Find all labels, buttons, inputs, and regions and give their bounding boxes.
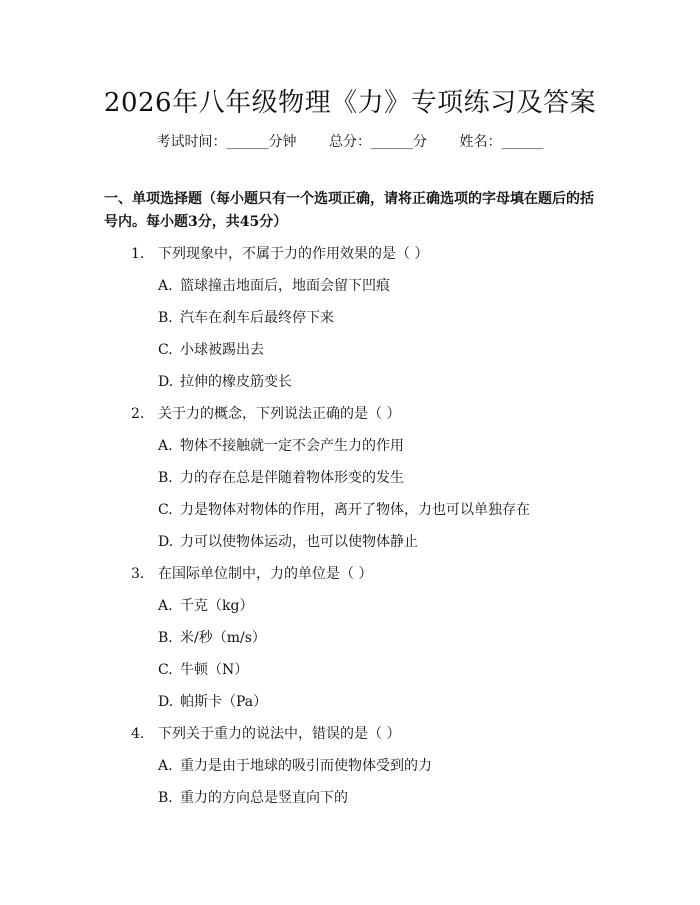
option-letter: D.	[158, 374, 174, 390]
option-letter: C.	[158, 342, 173, 358]
option-letter: D.	[158, 534, 174, 550]
option-text: 重力的方向总是竖直向下的	[180, 790, 348, 806]
option-2a	[158, 435, 404, 455]
section-heading: 一、单项选择题（每小题只有一个选项正确，请将正确选项的字母填在题后的括号内。每小题3分，共45分）	[104, 191, 594, 230]
question-stem: 下列现象中，不属于力的作用效果的是（ ）	[158, 246, 429, 262]
option-letter: C.	[158, 502, 173, 518]
question-stem: 下列关于重力的说法中，错误的是（ ）	[158, 726, 401, 742]
option-letter: D.	[158, 694, 174, 710]
option-text: 重力是由于地球的吸引而使物体受到的力	[180, 758, 432, 774]
question-number: 1.	[131, 246, 145, 262]
option-1d	[158, 371, 292, 391]
student-name-field: 姓名：______	[459, 134, 544, 150]
option-text: 小球被踢出去	[180, 342, 264, 358]
question-stem: 在国际单位制中，力的单位是（ ）	[158, 566, 373, 582]
option-text: 米/秒（m/s）	[180, 630, 266, 646]
option-letter: B.	[158, 470, 173, 486]
total-score-field: 总分：______分	[329, 134, 427, 150]
option-text: 物体不接触就一定不会产生力的作用	[180, 438, 404, 454]
question-number: 2.	[131, 406, 145, 422]
question-4	[131, 723, 400, 743]
option-2b	[158, 467, 404, 487]
question-number: 4.	[131, 726, 145, 742]
question-2	[131, 403, 400, 423]
option-3a	[158, 595, 253, 615]
option-1b	[158, 307, 334, 327]
option-letter: A.	[158, 278, 173, 294]
option-text: 汽车在刹车后最终停下来	[180, 310, 334, 326]
option-3b	[158, 627, 266, 647]
option-letter: A.	[158, 758, 173, 774]
option-4a	[158, 755, 432, 775]
option-1a	[158, 275, 390, 295]
exam-meta	[0, 131, 700, 151]
option-text: 篮球撞击地面后，地面会留下凹痕	[180, 278, 390, 294]
option-letter: A.	[158, 438, 173, 454]
option-4b	[158, 787, 348, 807]
option-letter: A.	[158, 598, 173, 614]
option-3d	[158, 691, 267, 711]
option-text: 牛顿（N）	[180, 662, 249, 678]
option-text: 帕斯卡（Pa）	[180, 694, 268, 710]
option-letter: C.	[158, 662, 173, 678]
document-title: 2026年八年级物理《力》专项练习及答案	[103, 88, 597, 118]
option-text: 千克（kg）	[180, 598, 254, 614]
option-text: 力的存在总是伴随着物体形变的发生	[180, 470, 404, 486]
option-text: 力是物体对物体的作用，离开了物体，力也可以单独存在	[180, 502, 530, 518]
exam-time-field: 考试时间：______分钟	[156, 134, 297, 150]
question-1	[131, 243, 428, 263]
option-letter: B.	[158, 790, 173, 806]
question-3	[131, 563, 372, 583]
option-text: 力可以使物体运动，也可以使物体静止	[180, 534, 418, 550]
option-letter: B.	[158, 310, 173, 326]
question-number: 3.	[131, 566, 145, 582]
option-1c	[158, 339, 264, 359]
option-2c	[158, 499, 530, 519]
option-2d	[158, 531, 418, 551]
question-stem: 关于力的概念，下列说法正确的是（ ）	[158, 406, 401, 422]
option-3c	[158, 659, 248, 679]
option-letter: B.	[158, 630, 173, 646]
option-text: 拉伸的橡皮筋变长	[180, 374, 292, 390]
